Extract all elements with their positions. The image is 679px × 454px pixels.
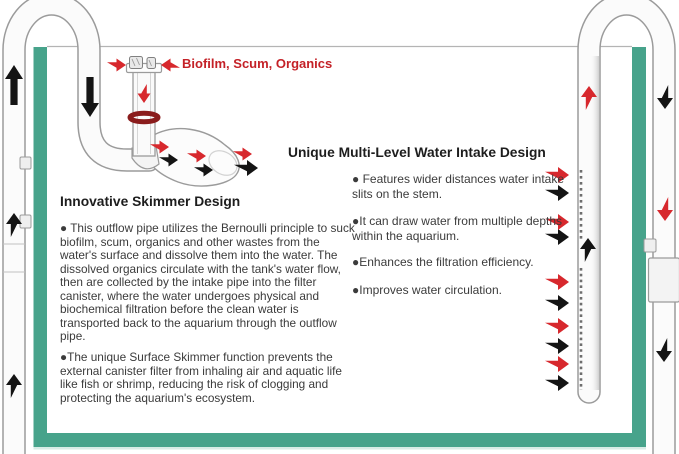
tank-shadow (34, 447, 647, 450)
skimmer-paragraph-1: ● This outflow pipe utilizes the Bernoulli principle to suck biofilm, scum, organics and other wastes from the water's surface and dissolve them into the water. The dissolved organics circulate with the tank's water flow, then are collected by the intake pipe into the filter canister, where the water undergoes physical and biochemical filtration before the clean water is transported back to the aquarium through the outflow pipe. (60, 221, 355, 343)
left-arrow-biofilm (161, 59, 180, 72)
right-arrow-slit-lower-2 (545, 338, 569, 354)
skimmer-float-right (147, 58, 156, 69)
outflow-hanger-nub-upper (20, 157, 31, 169)
intake-hanger-nub (644, 239, 656, 252)
intake-heading: Unique Multi-Level Water Intake Design (288, 145, 546, 160)
tank-left-wall (34, 47, 48, 447)
intake-bullet-4: ●Improves water circulation. (352, 283, 502, 297)
intake-bullet-2: ●It can draw water from multiple depths within the aquarium. (352, 214, 562, 243)
intake-pipe-outline (589, 4, 664, 454)
intake-joint-sleeve (649, 258, 679, 302)
intake-bullet-3: ●Enhances the filtration efficiency. (352, 255, 534, 269)
outflow-hanger-nub-lower (20, 215, 31, 228)
right-arrow-biofilm (107, 59, 126, 72)
intake-bullet-1: ● Features wider distances water intake slits on the stem. (352, 172, 565, 201)
skimmer-paragraph-2: ●The unique Surface Skimmer function prevents the external canister filter from inhaling air and aquatic life like fish or shrimp, reducing the risk of clogging and protecting the aquarium's ecosystem. (60, 350, 342, 405)
skimmer-float-left (130, 57, 143, 69)
right-arrow-slit-lower-3 (545, 375, 569, 391)
red-arrow-slit-lower-2 (545, 318, 569, 334)
skimmer-heading: Innovative Skimmer Design (60, 194, 241, 209)
biofilm-label: Biofilm, Scum, Organics (182, 56, 333, 71)
tank-bottom-wall (34, 433, 647, 447)
stem-shading (590, 56, 599, 390)
red-arrow-slit-lower-3 (545, 356, 569, 372)
